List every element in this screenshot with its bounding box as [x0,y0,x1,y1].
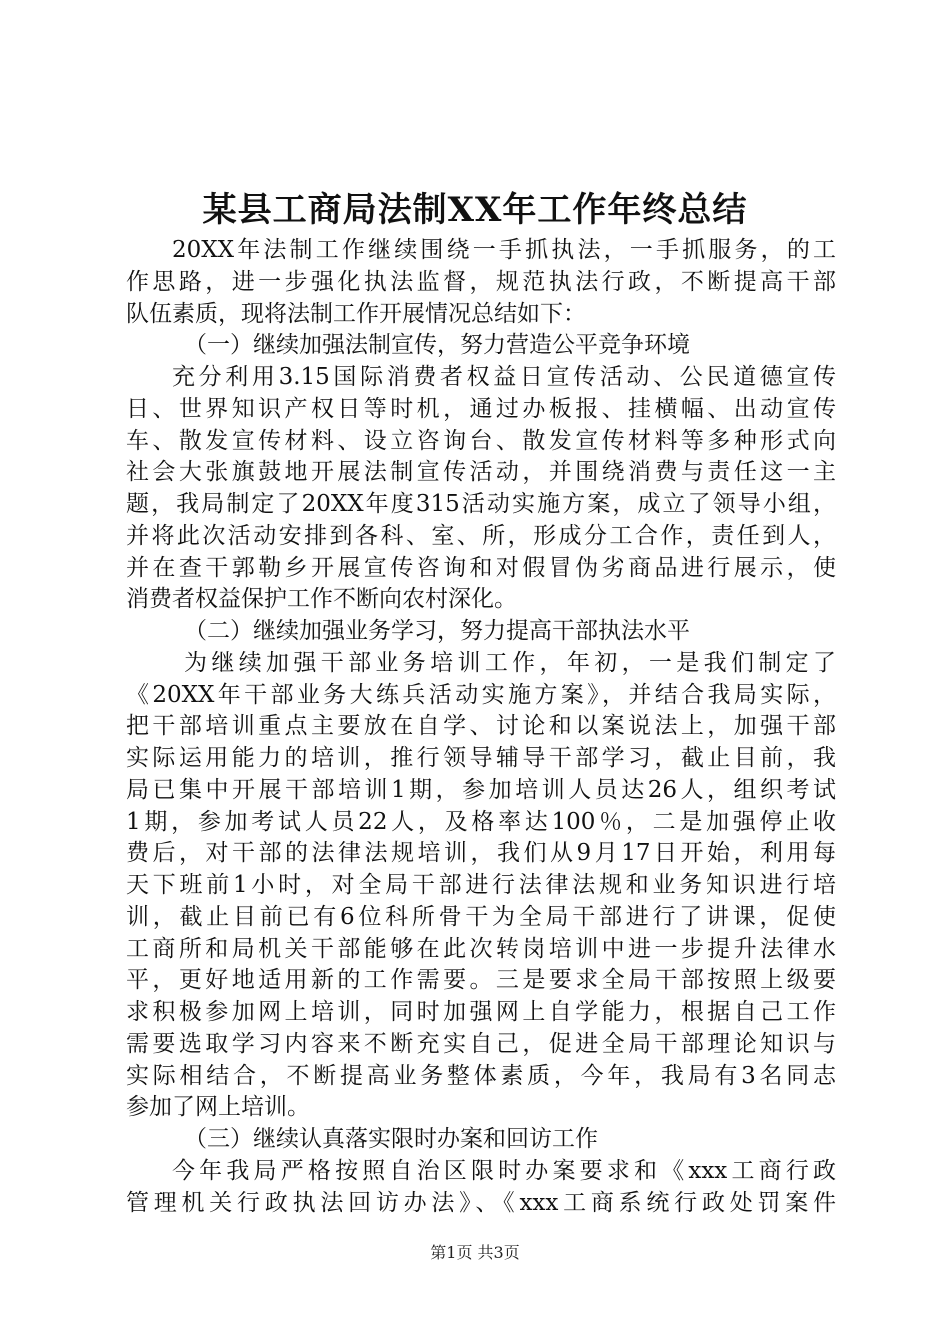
paragraph-line: 训，截止目前已有6位科所骨干为全局干部进行了讲课，促使 [126,903,836,930]
section-heading: （一）继续加强法制宣传，努力营造公平竞争环境 [184,332,690,359]
paragraph-line: 20XX年法制工作继续围绕一手抓执法，一手抓服务，的工 [172,237,836,263]
paragraph-line: 费后，对干部的法律法规培训，我们从9月17日开始，利用每 [126,840,836,867]
paragraph-line: 求积极参加网上培训，同时加强网上自学能力，根据自己工作 [126,999,836,1025]
paragraph-line: 实际运用能力的培训，推行领导辅导干部学习，截止目前，我 [126,745,836,771]
paragraph-line: 把干部培训重点主要放在自学、讨论和以案说法上，加强干部 [126,713,836,740]
paragraph-line: 作思路，进一步强化执法监督，规范执法行政，不断提高干部 [126,268,836,295]
paragraph-line: 题，我局制定了20XX年度315活动实施方案，成立了领导小组， [126,491,836,517]
paragraph-line: 天下班前1小时，对全局干部进行法律法规和业务知识进行培 [126,872,836,898]
paragraph-line: 并在查干郭勒乡开展宣传咨询和对假冒伪劣商品进行展示，使 [126,554,836,581]
paragraph-line: 管理机关行政执法回访办法》、《xxx工商系统行政处罚案件 [126,1189,836,1216]
paragraph-line: 社会大张旗鼓地开展法制宣传活动，并围绕消费与责任这一主 [126,459,836,486]
paragraph-line: 《20XX年干部业务大练兵活动实施方案》，并结合我局实际， [126,681,836,708]
section-heading: （三）继续认真落实限时办案和回访工作 [184,1126,598,1152]
document-title: 某县工商局法制XX年工作年终总结 [202,190,748,230]
paragraph-line: 工商所和局机关干部能够在此次转岗培训中进一步提升法律水 [126,935,836,962]
paragraph-line: 平，更好地适用新的工作需要。三是要求全局干部按照上级要 [126,967,836,994]
paragraph-line: 消费者权益保护工作不断向农村深化。 [126,586,517,613]
paragraph-line: 队伍素质，现将法制工作开展情况总结如下： [126,300,586,327]
paragraph-line: 日、世界知识产权日等时机，通过办板报、挂横幅、出动宣传 [126,395,836,422]
paragraph-line: 需要选取学习内容来不断充实自己，促进全局干部理论知识与 [126,1030,836,1057]
paragraph-line: 并将此次活动安排到各科、室、所，形成分工合作，责任到人， [126,522,836,549]
paragraph-line: 参加了网上培训。 [126,1094,310,1121]
page-number: 第1页 共3页 [430,1243,520,1262]
paragraph-line: 车、散发宣传材料、设立咨询台、散发宣传材料等多种形式向 [126,427,836,454]
paragraph-line: 今年我局严格按照自治区限时办案要求和《xxx工商行政 [172,1157,836,1184]
paragraph-line: 充分利用3.15国际消费者权益日宣传活动、公民道德宣传 [172,364,836,390]
document-body [126,235,836,1219]
section-heading: （二）继续加强业务学习，努力提高干部执法水平 [184,618,690,644]
paragraph-line: 为继续加强干部业务培训工作，年初，一是我们制定了 [184,649,836,676]
paragraph-line: 1期，参加考试人员22人，及格率达100％，二是加强停止收 [126,808,836,835]
paragraph-line: 实际相结合，不断提高业务整体素质，今年，我局有3名同志 [126,1062,836,1089]
paragraph-line: 局已集中开展干部培训1期，参加培训人员达26人，组织考试 [126,776,836,803]
